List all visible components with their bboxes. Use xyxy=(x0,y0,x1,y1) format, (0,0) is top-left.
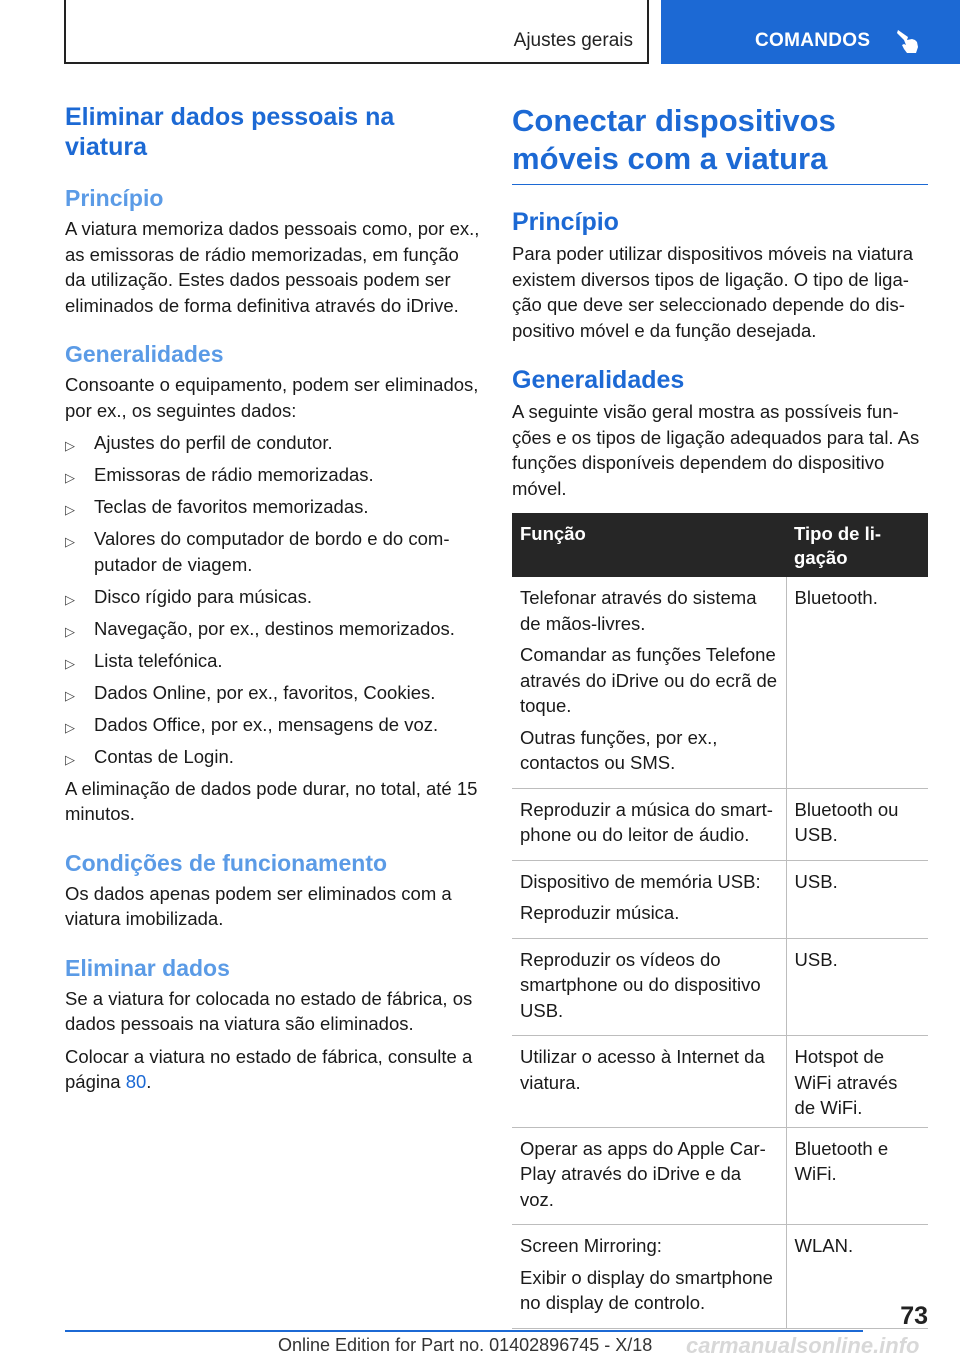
table-header-funcao: Função xyxy=(512,513,786,577)
list-item: ▷ Disco rígido para músicas. xyxy=(65,584,480,610)
header-chapter-title: COMANDOS xyxy=(755,30,871,51)
data-list xyxy=(65,430,480,769)
triangle-bullet-icon: ▷ xyxy=(65,719,75,735)
list-item: ▷ Dados Online, por ex., favoritos, Cookies. xyxy=(65,680,480,706)
table-row: Utilizar o acesso à Internet da viatura. Hotspot de WiFi através de WiFi. xyxy=(512,1036,928,1128)
pointing-hand-icon xyxy=(895,27,921,55)
page-link[interactable]: 80 xyxy=(125,1071,147,1092)
list-item: ▷ Ajustes do perfil de condutor. xyxy=(65,430,480,456)
triangle-bullet-icon: ▷ xyxy=(65,687,75,703)
footer-divider xyxy=(65,1330,863,1332)
list-item: ▷ Teclas de favoritos memorizadas. xyxy=(65,494,480,520)
heading-generalidades-left: Generalidades xyxy=(65,341,224,367)
page-number: 73 xyxy=(900,1302,928,1330)
list-item: ▷ Lista telefónica. xyxy=(65,648,480,674)
table-header-tipo: Tipo de ligação xyxy=(786,513,928,577)
table-row: Reproduzir os vídeos do smartphone ou do dispositivo USB. USB. xyxy=(512,938,928,1036)
table-row: Screen Mirroring: Exibir o display do smartphone no display de controlo. WLAN. xyxy=(512,1225,928,1329)
triangle-bullet-icon: ▷ xyxy=(65,438,75,453)
connection-table xyxy=(512,513,928,1329)
header-section-title: Ajustes gerais xyxy=(513,30,633,51)
list-item: ▷ Navegação, por ex., destinos memorizados. xyxy=(65,616,480,642)
triangle-bullet-icon: ▷ xyxy=(65,751,75,767)
triangle-bullet-icon: ▷ xyxy=(65,623,75,639)
paragraph-principio-right: Para poder utilizar dispositivos móveis na viatura existem diversos tipos de ligação. O tipo de ligação que deve ser seleccionado depende do dispositivo móvel e da função desejada. xyxy=(512,243,914,341)
table-row: Telefonar através do sistema de mãos-livres. Comandar as funções Telefone através do iDrive ou do ecrã de toque. Outras funções, por ex., contactos ou SMS. Bluetooth. xyxy=(512,577,928,788)
triangle-bullet-icon: ▷ xyxy=(65,502,75,517)
paragraph-eliminar-1: Se a viatura for colocada no estado de fábrica, os dados pessoais na viatura são eliminados. xyxy=(65,987,473,1034)
watermark: carmanualsonline.info xyxy=(686,1333,920,1358)
heading-principio-left: Princípio xyxy=(65,185,164,211)
triangle-bullet-icon: ▷ xyxy=(65,655,75,671)
paragraph-generalidades-intro: Consoante o equipamento, podem ser eliminados, por ex., os seguintes dados: xyxy=(65,374,479,421)
list-item: ▷ Valores do computador de bordo e do computador de viagem. xyxy=(65,528,450,575)
section-title-eliminar: Eliminar dados pessoais na viatura xyxy=(65,103,395,161)
paragraph-principio-left: A viatura memoriza dados pessoais como, por ex., as emissoras de rádio memorizadas, em função da utilização. Estes dados pessoais podem ser eliminados de forma definitiva através do iDrive. xyxy=(65,218,480,316)
paragraph-generalidades-right: A seguinte visão geral mostra as possíveis funções e os tipos de ligação adequados para tal. As funções disponíveis dependem do dispositivo móvel. xyxy=(512,401,920,499)
list-item: ▷ Dados Office, por ex., mensagens de voz. xyxy=(65,712,480,738)
header-section-tab xyxy=(64,0,649,64)
triangle-bullet-icon: ▷ xyxy=(65,534,75,549)
header-chapter-tab xyxy=(661,0,960,64)
list-item: ▷ Contas de Login. xyxy=(65,744,480,770)
table-row: Reproduzir a música do smartphone ou do leitor de áudio. Bluetooth ou USB. xyxy=(512,788,928,860)
right-column xyxy=(512,102,928,1329)
left-column xyxy=(65,102,480,1102)
list-item: ▷ Emissoras de rádio memorizadas. xyxy=(65,462,480,488)
chapter-title-conectar: Conectar dispositivos móveis com a viatura xyxy=(512,102,928,185)
table-header-row xyxy=(512,513,928,577)
heading-principio-right: Princípio xyxy=(512,208,619,236)
paragraph-generalidades-outro: A eliminação de dados pode durar, no total, até 15 minutos. xyxy=(65,777,478,824)
table-row: Operar as apps do Apple CarPlay através do iDrive e da voz. Bluetooth e WiFi. xyxy=(512,1127,928,1225)
heading-generalidades-right: Generalidades xyxy=(512,366,685,394)
footer-edition: Online Edition for Part no. 01402896745 - X/18 xyxy=(278,1335,653,1355)
paragraph-condicoes: Os dados apenas podem ser eliminados com a viatura imobilizada. xyxy=(65,882,452,929)
heading-condicoes: Condições de funcionamento xyxy=(65,849,388,876)
table-row: Dispositivo de memória USB: Reproduzir música. USB. xyxy=(512,860,928,938)
triangle-bullet-icon: ▷ xyxy=(65,591,75,607)
heading-eliminar-dados: Eliminar dados xyxy=(65,954,230,981)
triangle-bullet-icon: ▷ xyxy=(65,470,75,485)
paragraph-eliminar-2: Colocar a viatura no estado de fábrica, consulte a página 80. xyxy=(65,1045,473,1092)
